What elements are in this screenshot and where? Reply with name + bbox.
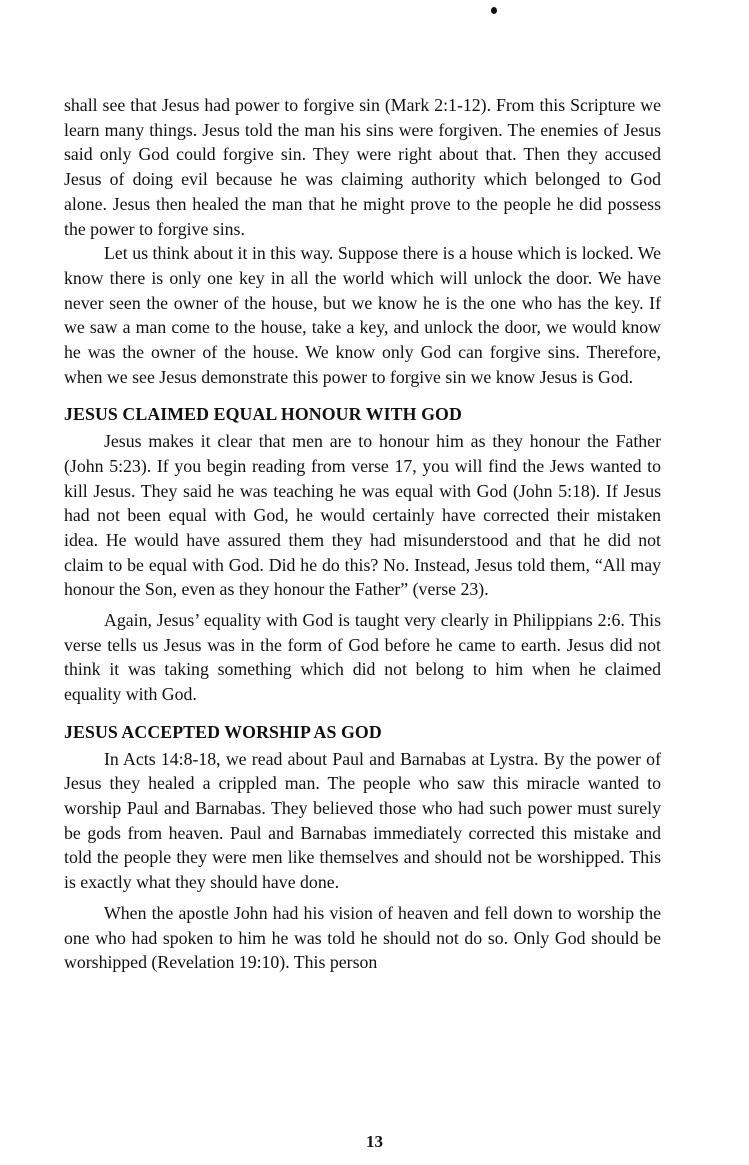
heading-equal-honour: JESUS CLAIMED EQUAL HONOUR WITH GOD: [64, 404, 462, 425]
page-number: 13: [366, 1132, 383, 1151]
paragraph-honour-father: Jesus makes it clear that men are to honour him as they honour the Father (John 5:23). If you begin reading from verse 17, you will find the Jews wanted to kill Jesus. They said he was teaching he was equal with God (John 5:18). If Jesus had not been equal with God, he would certainly have corrected their mistaken idea. He would have assured them they had misunderstood and that he did not claim to be equal with God. Did he do this? No. Instead, Jesus told them, “All may honour the Son, even as they honour the Father” (verse 23).: [64, 431, 661, 600]
paragraph-revelation: When the apostle John had his vision of heaven and fell down to worship the one who had spoken to him he was told he should not do so. Only God should be worshipped (Revelation 19:10). This person: [64, 902, 661, 973]
page-body: [64, 93, 661, 975]
paragraph-house-key: Let us think about it in this way. Suppose there is a house which is locked. We know there is only one key in all the world which will unlock the door. We have never seen the owner of the house, but we know he is the one who has the key. If we saw a man come to the house, take a key, and unlock the door, we would know he was the owner of the house. We know only God can forgive sins. Therefore, when we see Jesus demonstrate this power to forgive sin we know Jesus is God.: [64, 243, 661, 387]
print-mark: [491, 7, 497, 14]
heading-accepted-worship: JESUS ACCEPTED WORSHIP AS GOD: [64, 721, 382, 742]
paragraph-forgive-sin: shall see that Jesus had power to forgive sin (Mark 2:1-12). From this Scripture we learn many things. Jesus told the man his sins were forgiven. The enemies of Jesus said only God could forgive sin. They were right about that. Then they accused Jesus of doing evil because he was claiming authority which belonged to God alone. Jesus then healed the man that he might prove to the people he did possess the power to forgive sins.: [64, 95, 661, 239]
paragraph-acts-lystra: In Acts 14:8-18, we read about Paul and Barnabas at Lystra. By the power of Jesus they healed a crippled man. The people who saw this miracle wanted to worship Paul and Barnabas. They believed those who had such power must surely be gods from heaven. Paul and Barnabas immediately corrected this mistake and told the people they were men like themselves and should not be worshipped. This is exactly what they should have done.: [64, 748, 661, 893]
paragraph-philippians: Again, Jesus’ equality with God is taught very clearly in Philippians 2:6. This verse tells us Jesus was in the form of God before he came to earth. Jesus did not think it was taking something which did not belong to him when he claimed equality with God.: [64, 610, 661, 705]
